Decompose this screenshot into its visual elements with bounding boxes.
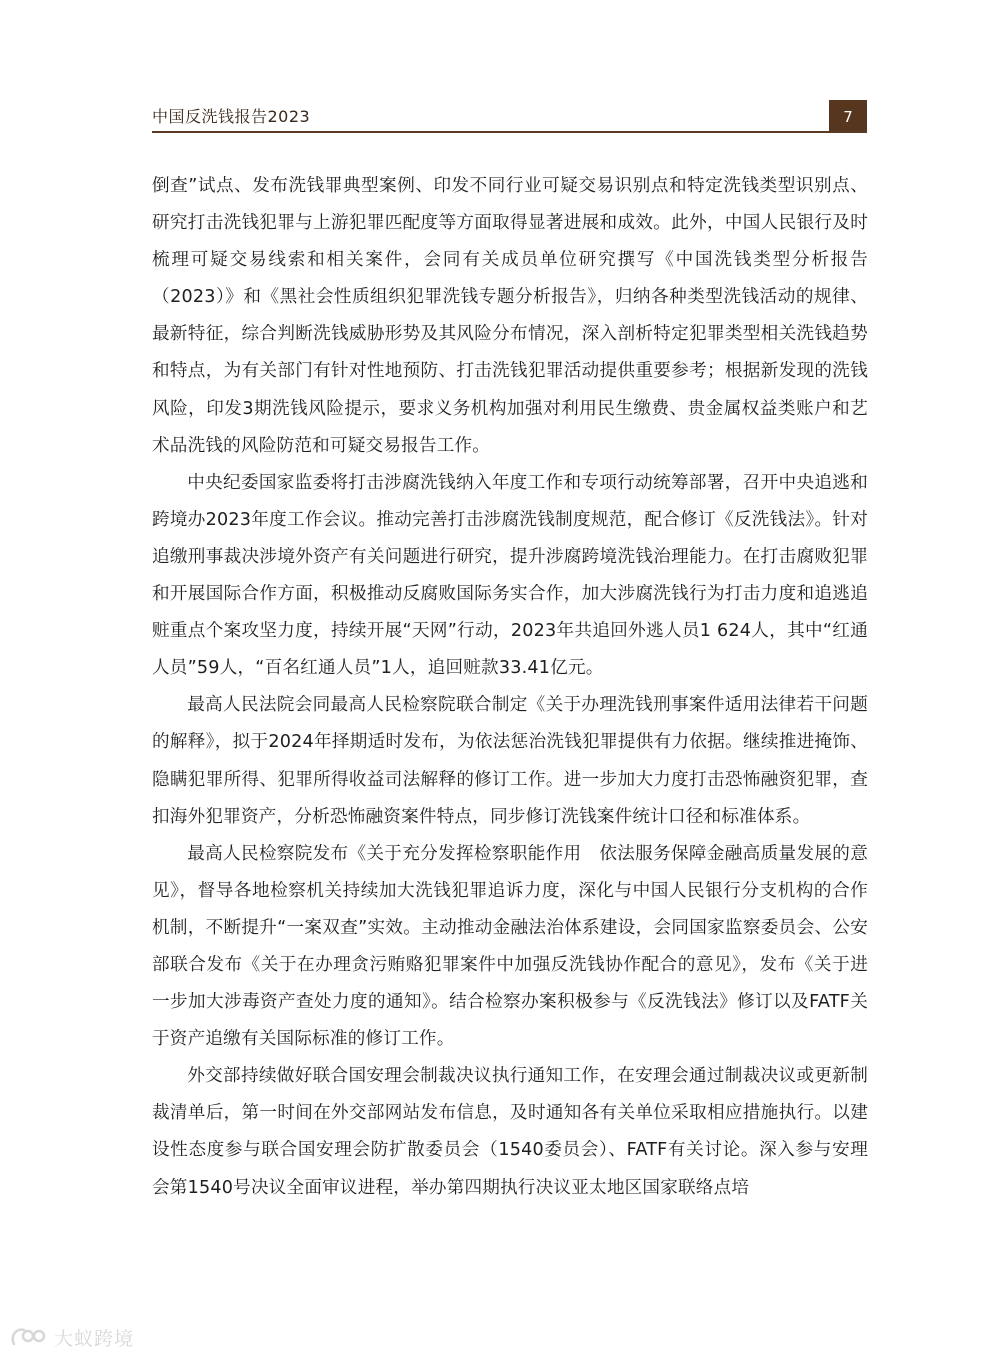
paragraph-ccdi: 中央纪委国家监委将打击涉腐洗钱纳入年度工作和专项行动统筹部署，召开中央追逃和跨境办2023年度工作会议。推动完善打击涉腐洗钱制度规范，配合修订《反洗钱法》。针对追缴刑事裁决涉境外资产有关问题进行研究，提升涉腐跨境洗钱治理能力。在打击腐败犯罪和开展国际合作方面，积极推动反腐败国际务实合作，加大涉腐洗钱行为打击力度和追逃追赃重点个案攻坚力度，持续开展“天网”行动，2023年共追回外逃人员1 624人，其中“红通人员”59人，“百名红通人员”1人，追回赃款33.41亿元。 — [152, 472, 868, 679]
body-text — [152, 168, 868, 1207]
watermark — [8, 1320, 134, 1354]
watermark-text: 大蚁跨境 — [54, 1327, 135, 1350]
paragraph-foreign-ministry: 外交部持续做好联合国安理会制裁决议执行通知工作，在安理会通过制裁决议或更新制裁清单后，第一时间在外交部网站发布信息，及时通知各有关单位采取相应措施执行。以建设性态度参与联合国安理会防扩散委员会（1540委员会）、FATF有关讨论。深入参与安理会第1540号决议全面审议进程，举办第四期执行决议亚太地区国家联络点培 — [152, 1066, 868, 1198]
report-title: 中国反洗钱报告2023 — [152, 107, 311, 126]
paragraph-continued: 倒查”试点、发布洗钱罪典型案例、印发不同行业可疑交易识别点和特定洗钱类型识别点、研究打击洗钱犯罪与上游犯罪匹配度等方面取得显著进展和成效。此外，中国人民银行及时梳理可疑交易线索和相关案件，会同有关成员单位研究撰写《中国洗钱类型分析报告（2023）》和《黑社会性质组织犯罪洗钱专题分析报告》，归纳各种类型洗钱活动的规律、最新特征，综合判断洗钱威胁形势及其风险分布情况，深入剖析特定犯罪类型相关洗钱趋势和特点，为有关部门有针对性地预防、打击洗钱犯罪活动提供重要参考；根据新发现的洗钱风险，印发3期洗钱风险提示，要求义务机构加强对利用民生缴费、贵金属权益类账户和艺术品洗钱的风险防范和可疑交易报告工作。 — [152, 176, 868, 456]
page-header — [152, 100, 867, 134]
paragraph-procuratorate: 最高人民检察院发布《关于充分发挥检察职能作用 依法服务保障金融高质量发展的意见》，督导各地检察机关持续加大洗钱犯罪追诉力度，深化与中国人民银行分支机构的合作机制，不断提升“一案双查”实效。主动推动金融法治体系建设，会同国家监察委员会、公安部联合发布《关于在办理贪污贿赂犯罪案件中加强反洗钱协作配合的意见》，发布《关于进一步加大涉毒资产查处力度的通知》。结合检察办案积极参与《反洗钱法》修订以及FATF关于资产追缴有关国际标准的修订工作。 — [152, 843, 868, 1050]
header-divider — [152, 131, 867, 133]
watermark-logo-icon — [8, 1322, 48, 1352]
page-number: 7 — [829, 100, 867, 133]
paragraph-supreme-court: 最高人民法院会同最高人民检察院联合制定《关于办理洗钱刑事案件适用法律若干问题的解释》，拟于2024年择期适时发布，为依法惩治洗钱犯罪提供有力依据。继续推进掩饰、隐瞒犯罪所得、犯罪所得收益司法解释的修订工作。进一步加大力度打击恐怖融资犯罪，查扣海外犯罪资产，分析恐怖融资案件特点，同步修订洗钱案件统计口径和标准体系。 — [152, 695, 868, 827]
